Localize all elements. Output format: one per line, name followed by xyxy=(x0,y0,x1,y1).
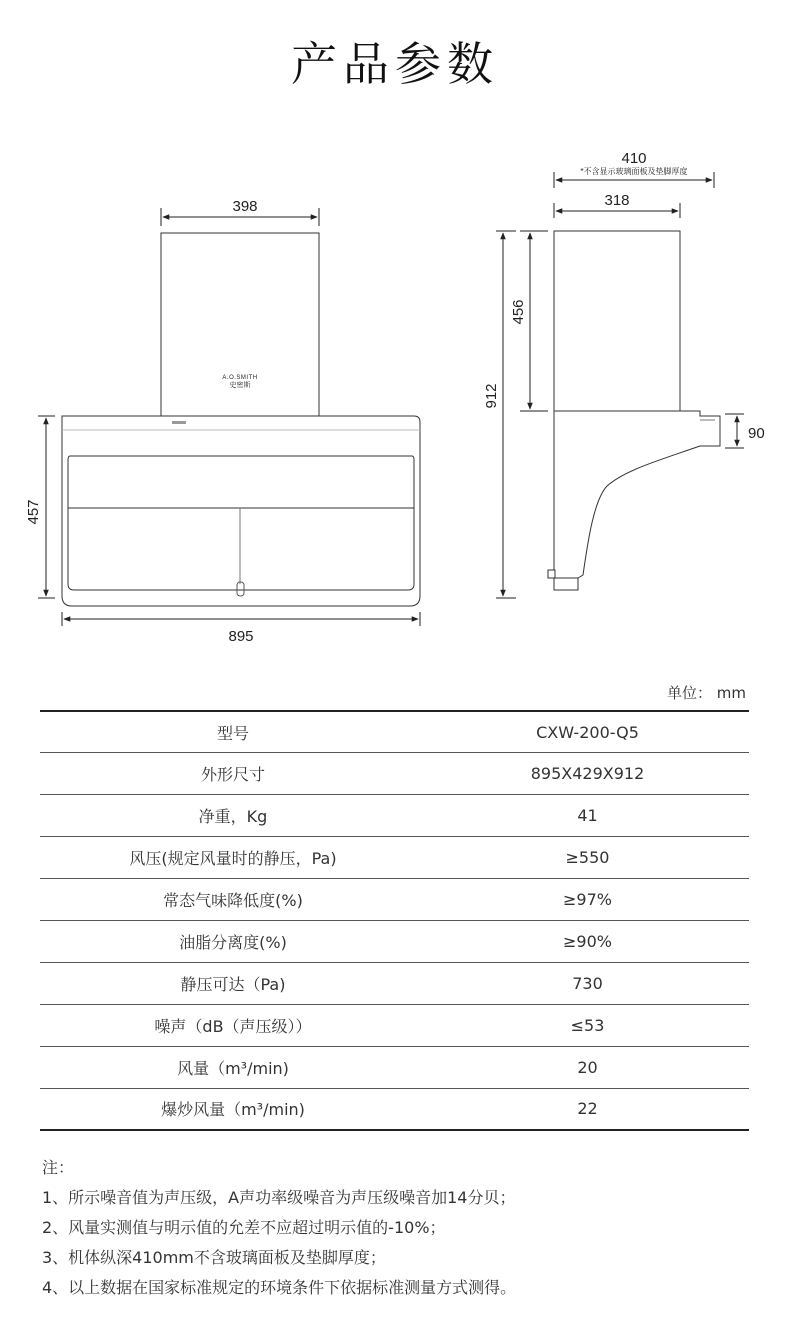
spec-value: ≥550 xyxy=(426,837,749,879)
spec-row xyxy=(40,1088,749,1130)
spec-label: 风压(规定风量时的静压，Pa) xyxy=(40,837,426,879)
note-item: 4、以上数据在国家标准规定的环境条件下依据标准测量方式测得。 xyxy=(42,1278,517,1297)
spec-value: CXW-200-Q5 xyxy=(426,711,749,753)
spec-table xyxy=(40,710,749,1131)
spec-row xyxy=(40,837,749,879)
spec-value: 730 xyxy=(426,962,749,1004)
dim-side-depth-label: 410 xyxy=(621,150,647,167)
spec-row xyxy=(40,753,749,795)
spec-label: 爆炒风量（m³/min) xyxy=(40,1088,426,1130)
dim-side-upper-height-label: 456 xyxy=(510,299,527,325)
spec-value: 20 xyxy=(426,1046,749,1088)
spec-row xyxy=(40,1046,749,1088)
dimension-diagram xyxy=(0,140,790,660)
spec-row xyxy=(40,711,749,753)
dim-front-width-label: 895 xyxy=(228,628,254,645)
brand-en: A.O.SMITH xyxy=(222,375,258,381)
spec-label: 外形尺寸 xyxy=(40,753,426,795)
dim-front-top-label: 398 xyxy=(232,198,258,215)
dim-side-duct-height xyxy=(725,414,744,448)
spec-label: 净重，Kg xyxy=(40,795,426,837)
dim-front-width xyxy=(62,612,420,626)
notes-heading: 注： xyxy=(42,1158,75,1177)
dim-side-upper-depth-label: 318 xyxy=(604,192,630,209)
spec-label: 型号 xyxy=(40,711,426,753)
dim-side-duct-height-label: 90 xyxy=(748,425,765,442)
spec-value: ≤53 xyxy=(426,1004,749,1046)
spec-value: 895X429X912 xyxy=(426,753,749,795)
note-item: 1、所示噪音值为声压级，A声功率级噪音为声压级噪音加14分贝； xyxy=(42,1188,516,1207)
spec-value: 41 xyxy=(426,795,749,837)
side-view xyxy=(548,231,720,590)
side-foot xyxy=(554,578,578,590)
spec-value: 22 xyxy=(426,1088,749,1130)
note-item: 2、风量实测值与明示值的允差不应超过明示值的-10%； xyxy=(42,1218,446,1237)
spec-row xyxy=(40,795,749,837)
side-chimney xyxy=(554,231,680,411)
spec-value: ≥97% xyxy=(426,879,749,921)
spec-label: 风量（m³/min) xyxy=(40,1046,426,1088)
spec-row xyxy=(40,1004,749,1046)
side-body xyxy=(554,411,720,578)
spec-label: 常态气味降低度(%) xyxy=(40,879,426,921)
note-item: 3、机体纵深410mm不含玻璃面板及垫脚厚度； xyxy=(42,1248,386,1267)
spec-row xyxy=(40,920,749,962)
page-title: 产品参数 xyxy=(291,37,499,91)
brand-mark-small xyxy=(172,421,186,424)
front-view xyxy=(62,233,420,606)
notes xyxy=(42,1156,762,1306)
spec-label: 油脂分离度(%) xyxy=(40,920,426,962)
spec-row xyxy=(40,962,749,1004)
unit-label: 单位： mm xyxy=(667,684,746,702)
dim-front-height-label: 457 xyxy=(25,499,42,525)
spec-label: 噪声（dB（声压级）） xyxy=(40,1004,426,1046)
front-body xyxy=(62,416,420,606)
spec-value: ≥90% xyxy=(426,920,749,962)
spec-label: 静压可达（Pa) xyxy=(40,962,426,1004)
brand-cn: 史密斯 xyxy=(229,382,251,389)
dim-side-total-height-label: 912 xyxy=(483,383,500,409)
spec-row xyxy=(40,879,749,921)
dim-side-total-height xyxy=(496,231,516,598)
dim-side-depth-note: *不含显示玻璃面板及垫脚厚度 xyxy=(580,167,688,176)
